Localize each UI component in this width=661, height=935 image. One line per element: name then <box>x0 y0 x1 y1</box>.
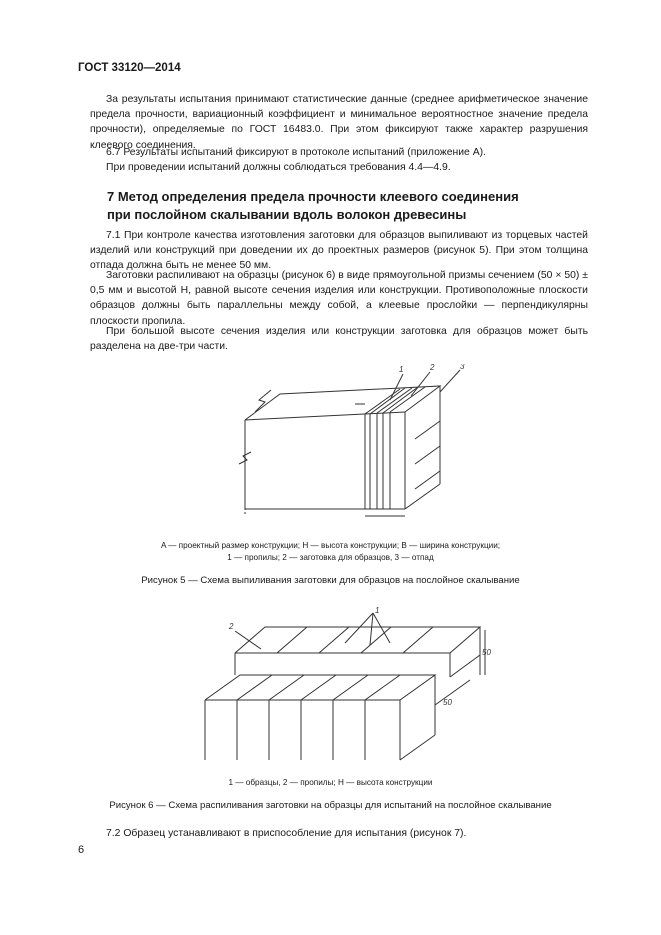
paragraph-requirements: При проведении испытаний должны соблюдаться требования 4.4—4.9. <box>106 162 451 173</box>
document-code-header: ГОСТ 33120—2014 <box>78 62 181 74</box>
paragraph-7-2: 7.2 Образец устанавливают в приспособление для испытания (рисунок 7). <box>106 828 467 839</box>
figure-5-legend <box>0 540 661 563</box>
paragraph-large-height: При большой высоте сечения изделия или конструкции заготовка для образцов может быть разделена на две-три части. <box>90 326 588 353</box>
fig6-label-2: 2 <box>229 622 234 631</box>
fig5-saw-cut <box>365 389 400 414</box>
fig5-break-mark <box>255 390 271 412</box>
section-title-line1: 7 Метод определения предела прочности клеевого соединения <box>107 189 519 204</box>
figure-6-drawing <box>195 605 515 765</box>
figure-5-drawing <box>225 364 470 524</box>
fig5-label-3: 3 <box>460 364 465 371</box>
fig6-upper-top <box>235 627 480 653</box>
paragraph-results: За результаты испытания принимают статистические данные (среднее арифметическое значение предела прочности, вариационный коэффициент и минимальное вероятностное значение предела прочности), определяемые по ГОСТ 16483.0. При этом фиксируют также характер разрушения клеевого соединения. <box>90 94 588 151</box>
paragraph-blanks: Заготовки распиливают на образцы (рисунок 6) в виде прямоугольной призмы сечением (50 × 50) ± 0,5 мм и высотой H, равной высоте сечения изделия или конструкции. Противоположные плоскости образцов должны быть параллельны между собой, а клеевые прослойки — перпендикулярны плоскости пропила. <box>90 270 588 327</box>
fig5-label-2: 2 <box>430 364 435 372</box>
fig6-label-1: 1 <box>375 606 380 615</box>
fig6-dim-50-a: 50 <box>482 648 491 657</box>
page-number: 6 <box>78 844 85 856</box>
fig5-front-face <box>245 420 375 509</box>
fig5-label-1: 1 <box>399 365 404 374</box>
fig6-lower-top <box>205 675 435 700</box>
paragraph-6-7: 6.7 Результаты испытаний фиксируют в протоколе испытаний (приложение А). <box>106 147 486 158</box>
paragraph-7-1: 7.1 При контроле качества изготовления заготовки для образцов выпиливают из торцевых частей изделий или конструкций при доведении их до проектных размеров (рисунок 5). При этом толщина отпада должна быть не менее 50 мм. <box>90 230 588 272</box>
fig5-legend-line2: 1 — пропилы; 2 — заготовка для образцов, 3 — отпад <box>227 552 434 562</box>
fig5-legend-line1: A — проектный размер конструкции; H — высота конструкции; B — ширина конструкции; <box>160 541 501 550</box>
figure-6-legend: 1 — образцы, 2 — пропилы; H — высота конструкции <box>228 778 433 787</box>
fig6-dim-50-b: 50 <box>443 698 452 707</box>
figure-6-caption: Рисунок 6 — Схема распиливания заготовки на образцы для испытаний на послойное скалывание <box>109 800 552 811</box>
section-title-line2: при послойном скалывании вдоль волокон древесины <box>107 207 467 222</box>
figure-5-caption: Рисунок 5 — Схема выпиливания заготовки для образцов на послойное скалывание <box>141 575 520 586</box>
section-7-title <box>107 188 519 224</box>
